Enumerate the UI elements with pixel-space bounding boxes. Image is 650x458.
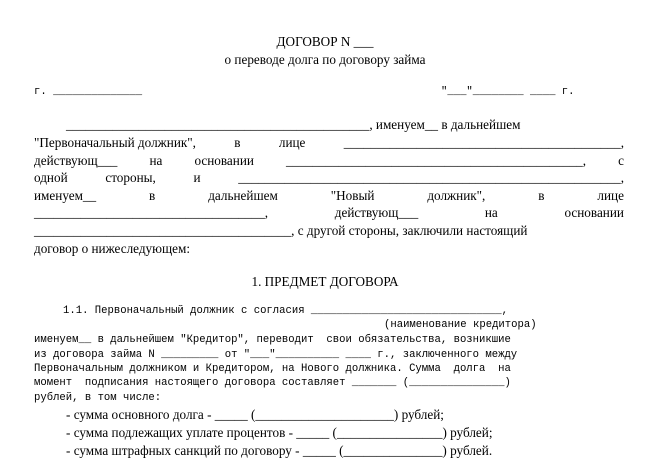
word: и (193, 170, 201, 185)
party-line-2 (34, 136, 624, 149)
word: __________________________________________, (343, 135, 624, 150)
word: в (538, 188, 545, 203)
list-item-interest: - сумма подлежащих уплате процентов - _____ (________________) рублей; (66, 425, 493, 440)
doc-subtitle: о переводе долга по договору займа (224, 52, 426, 67)
word: _____________________________________________, (286, 153, 587, 168)
doc-title: ДОГОВОР N ___ (276, 34, 374, 49)
party-line-7: _______________________________________, с другой стороны, заключили настоящий (34, 223, 528, 238)
word: стороны, (105, 170, 156, 185)
word: действующ___ (334, 205, 419, 220)
word: именуем__ (34, 188, 97, 203)
word: должник", (427, 188, 486, 203)
word: основании (564, 205, 624, 220)
party-line-3 (34, 154, 624, 167)
word: ___________________________________, (34, 205, 269, 220)
word: на (484, 205, 498, 220)
word: в (149, 188, 156, 203)
clause-line-6: момент подписания настоящего договора составляет _______ (_______________) (34, 377, 511, 389)
clause-line-1: 1.1. Первоначальный должник с согласия ______________________________, (63, 305, 509, 317)
section-heading: 1. ПРЕДМЕТ ДОГОВОРА (251, 274, 399, 289)
clause-line-4: из договора займа N _________ от "___"__________ ____ г., заключенного между (34, 349, 518, 361)
party-line-4 (34, 171, 624, 184)
place-field: г. ______________ (34, 86, 143, 98)
word: "Новый (330, 188, 375, 203)
party-line-5 (34, 189, 624, 202)
creditor-caption: (наименование кредитора) (384, 319, 537, 331)
party-line-6 (34, 206, 624, 219)
clause-line-3: именуем__ в дальнейшем "Кредитор", переводит свои обязательства, возникшие (34, 334, 511, 346)
word: "Первоначальный должник", (34, 135, 196, 150)
date-field: "___"________ ____ г. (441, 86, 575, 98)
list-item-penalties: - сумма штрафных санкций по договору - _____ (_______________) рублей. (66, 443, 493, 458)
word: лице (278, 135, 306, 150)
word: дальнейшем (208, 188, 278, 203)
word: лице (597, 188, 624, 203)
clause-line-5: Первоначальным должником и Кредитором, на Нового должника. Сумма долга на (34, 363, 511, 375)
list-item-principal: - сумма основного долга - _____ (_____________________) рублей; (66, 407, 444, 422)
word: __________________________________________________________, (238, 170, 624, 185)
word: с (618, 153, 624, 168)
clause-line-7: рублей, в том числе: (34, 392, 162, 404)
word: на (149, 153, 163, 168)
party-line-1: ______________________________________________, именуем__ в дальнейшем (66, 117, 521, 132)
word: в (234, 135, 241, 150)
word: действующ___ (34, 153, 118, 168)
party-line-8: договор о нижеследующем: (34, 241, 191, 256)
word: одной (34, 170, 68, 185)
word: основании (194, 153, 254, 168)
